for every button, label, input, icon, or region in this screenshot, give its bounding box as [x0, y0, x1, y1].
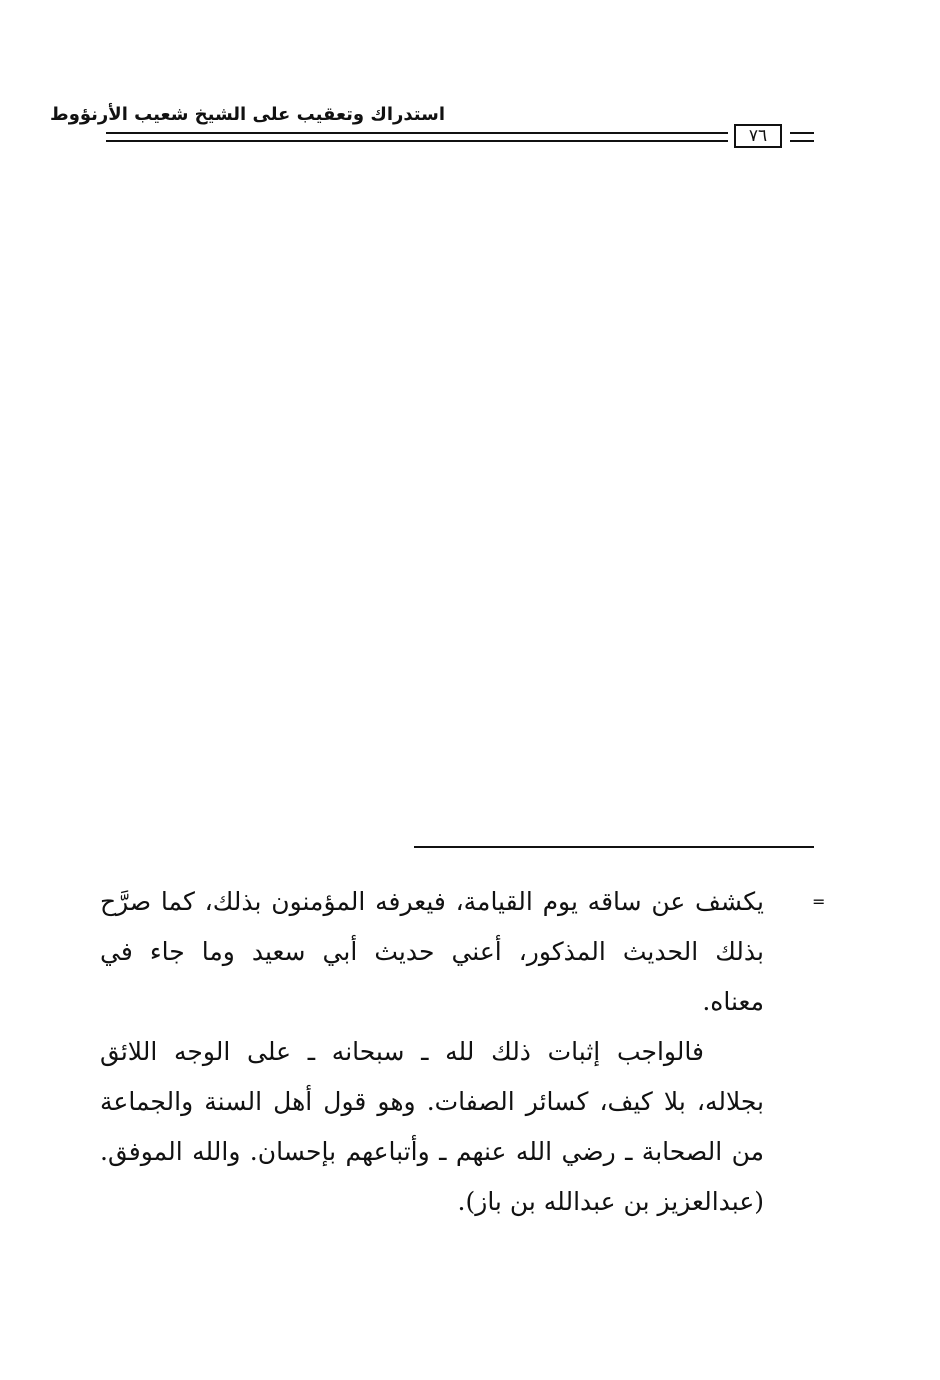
footnote-line: معناه.	[702, 987, 764, 1016]
footnote-line: فالواجب إثبات ذلك لله ـ سبحانه ـ على الوجه اللائق	[100, 1037, 704, 1066]
page-number-rule-top	[790, 132, 814, 134]
page-number-rule-bottom	[790, 140, 814, 142]
header-rule-top	[106, 132, 728, 134]
footnote-line: بذلك الحديث المذكور، أعني حديث أبي سعيد وما جاء في	[100, 937, 764, 966]
page-number: ٧٦	[734, 124, 782, 148]
footnote-line: (عبدالعزيز بن عبدالله بن باز).	[457, 1187, 764, 1216]
footnote-continuation-marker: =	[812, 892, 826, 911]
footnote-line: من الصحابة ـ رضي الله عنهم ـ وأتباعهم بإحسان. والله الموفق.	[100, 1137, 764, 1166]
running-title: استدراك وتعقيب على الشيخ شعيب الأرنؤوط	[50, 104, 445, 125]
header-rule-bottom	[106, 140, 728, 142]
footnote-line: يكشف عن ساقه يوم القيامة، فيعرفه المؤمنون بذلك، كما صرَّح	[100, 887, 764, 916]
footnote-line: بجلاله، بلا كيف، كسائر الصفات. وهو قول أهل السنة والجماعة	[100, 1087, 764, 1116]
footnote-separator	[414, 846, 814, 848]
